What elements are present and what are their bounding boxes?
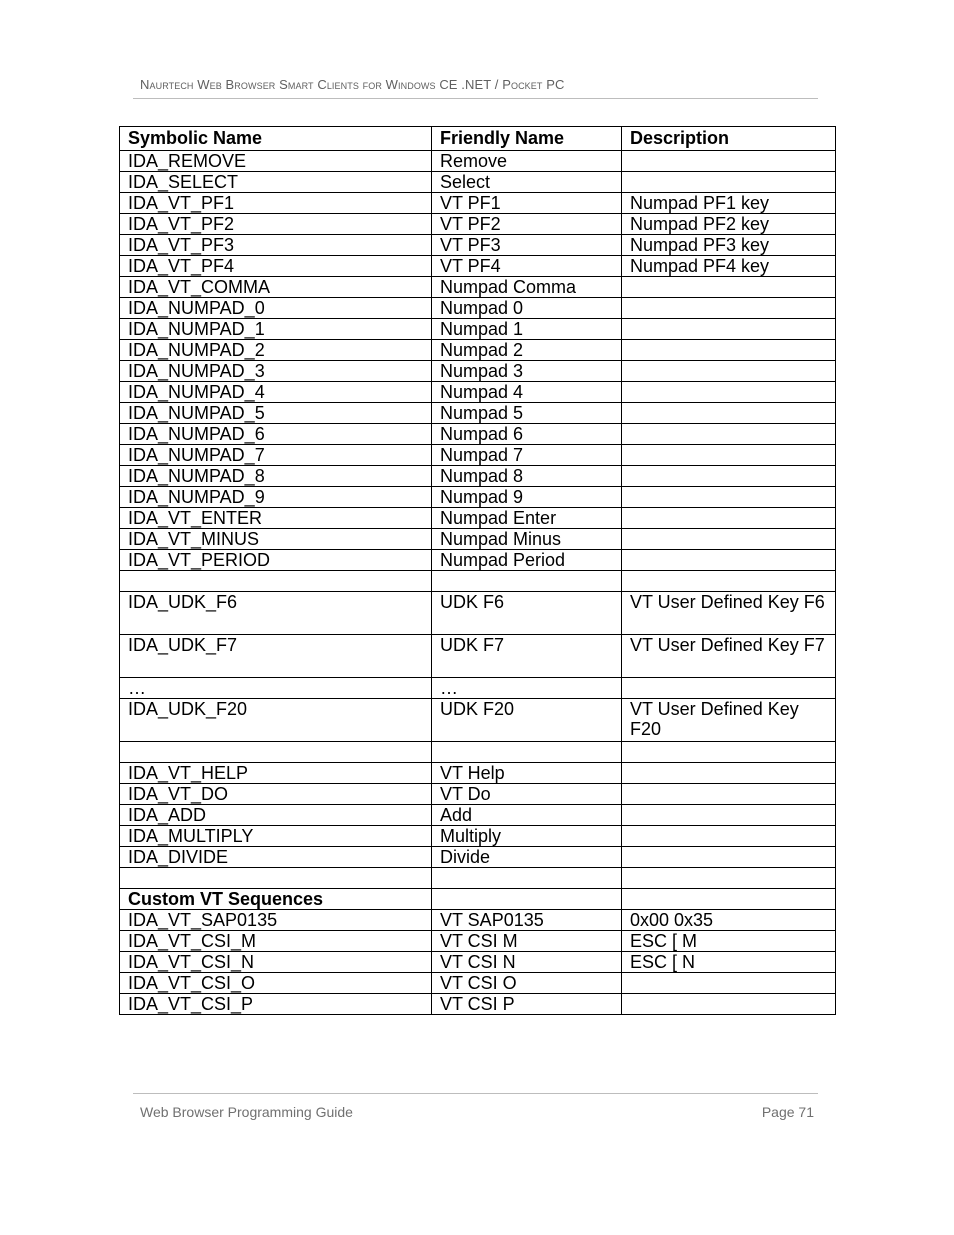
table-row [120,571,836,592]
table-row [120,847,836,868]
table-row [120,382,836,403]
friendly-name-cell [432,571,622,592]
friendly-name-cell: Remove [432,151,622,172]
description-cell: Numpad PF4 key [622,256,836,277]
description-cell [622,571,836,592]
symbolic-name-cell: IDA_UDK_F7 [120,635,432,678]
description-cell [622,151,836,172]
table-row [120,678,836,699]
table-row [120,592,836,635]
description-cell: Numpad PF3 key [622,235,836,256]
symbolic-name-cell: IDA_VT_PF3 [120,235,432,256]
description-cell [622,403,836,424]
table-header-row [120,127,836,151]
description-cell: Numpad PF1 key [622,193,836,214]
description-cell [622,361,836,382]
symbolic-name-cell: IDA_VT_PF1 [120,193,432,214]
description-cell: ESC [ N [622,952,836,973]
symbolic-name-cell: IDA_VT_CSI_N [120,952,432,973]
column-header-symbolic-name: Symbolic Name [120,127,432,151]
table-row [120,742,836,763]
symbolic-name-cell: IDA_VT_CSI_M [120,931,432,952]
friendly-name-cell: Numpad 4 [432,382,622,403]
table-row [120,826,836,847]
symbolic-name-cell: IDA_VT_MINUS [120,529,432,550]
friendly-name-cell: VT Help [432,763,622,784]
description-cell [622,277,836,298]
table-row [120,214,836,235]
symbolic-name-cell: IDA_VT_HELP [120,763,432,784]
symbolic-name-cell: IDA_VT_CSI_O [120,973,432,994]
description-cell [622,382,836,403]
friendly-name-cell: Numpad 9 [432,487,622,508]
table-row [120,445,836,466]
symbolic-name-cell: IDA_NUMPAD_7 [120,445,432,466]
table-row [120,763,836,784]
friendly-name-cell: VT CSI O [432,973,622,994]
description-cell [622,466,836,487]
friendly-name-cell: VT Do [432,784,622,805]
symbolic-name-cell: IDA_VT_DO [120,784,432,805]
description-cell: VT User Defined Key F20 [622,699,836,742]
friendly-name-cell: Divide [432,847,622,868]
friendly-name-cell: UDK F7 [432,635,622,678]
table-row [120,340,836,361]
table-row [120,994,836,1015]
symbolic-name-cell: IDA_NUMPAD_6 [120,424,432,445]
description-cell [622,508,836,529]
table-row [120,805,836,826]
friendly-name-cell: VT PF1 [432,193,622,214]
symbolic-name-cell: IDA_VT_PERIOD [120,550,432,571]
symbolic-name-cell: IDA_NUMPAD_4 [120,382,432,403]
table-row [120,151,836,172]
table-row [120,952,836,973]
symbolic-name-cell: IDA_VT_ENTER [120,508,432,529]
friendly-name-cell: Numpad Period [432,550,622,571]
symbolic-name-cell: Custom VT Sequences [120,889,432,910]
table-row [120,193,836,214]
friendly-name-cell: Numpad Enter [432,508,622,529]
table-row [120,487,836,508]
table-row [120,424,836,445]
friendly-name-cell: Numpad 0 [432,298,622,319]
description-cell [622,172,836,193]
symbolic-name-cell [120,868,432,889]
symbolic-name-cell: IDA_VT_SAP0135 [120,910,432,931]
description-cell [622,529,836,550]
description-cell: Numpad PF2 key [622,214,836,235]
page-number: Page 71 [761,1104,814,1120]
description-cell [622,487,836,508]
friendly-name-cell: Select [432,172,622,193]
description-cell [622,805,836,826]
table-row [120,529,836,550]
symbolic-name-cell: IDA_REMOVE [120,151,432,172]
friendly-name-cell: Numpad 5 [432,403,622,424]
description-cell: ESC [ M [622,931,836,952]
symbolic-name-cell: IDA_ADD [120,805,432,826]
description-cell [622,319,836,340]
friendly-name-cell: Numpad Comma [432,277,622,298]
description-cell [622,889,836,910]
friendly-name-cell: Multiply [432,826,622,847]
table-row [120,403,836,424]
description-cell: VT User Defined Key F6 [622,592,836,635]
symbolic-name-cell: IDA_VT_CSI_P [120,994,432,1015]
friendly-name-cell: Add [432,805,622,826]
symbolic-name-cell: IDA_NUMPAD_2 [120,340,432,361]
symbolic-name-cell: IDA_NUMPAD_5 [120,403,432,424]
table-row [120,699,836,742]
symbolic-name-cell: IDA_UDK_F20 [120,699,432,742]
key-mapping-table [119,126,836,1015]
footer-divider [133,1093,818,1094]
description-cell: 0x00 0x35 [622,910,836,931]
description-cell [622,784,836,805]
friendly-name-cell: Numpad 2 [432,340,622,361]
table-row [120,361,836,382]
description-cell [622,994,836,1015]
symbolic-name-cell: IDA_NUMPAD_0 [120,298,432,319]
symbolic-name-cell: IDA_SELECT [120,172,432,193]
description-cell [622,340,836,361]
description-cell [622,826,836,847]
friendly-name-cell: VT CSI M [432,931,622,952]
friendly-name-cell: Numpad 1 [432,319,622,340]
table-row [120,256,836,277]
friendly-name-cell: … [432,678,622,699]
description-cell [622,742,836,763]
table-row [120,931,836,952]
table-row [120,235,836,256]
symbolic-name-cell: IDA_VT_PF4 [120,256,432,277]
friendly-name-cell: VT CSI N [432,952,622,973]
friendly-name-cell [432,868,622,889]
symbolic-name-cell: IDA_MULTIPLY [120,826,432,847]
symbolic-name-cell: IDA_DIVIDE [120,847,432,868]
table-row [120,889,836,910]
symbolic-name-cell [120,571,432,592]
friendly-name-cell: VT SAP0135 [432,910,622,931]
description-cell [622,763,836,784]
description-cell [622,424,836,445]
symbolic-name-cell: … [120,678,432,699]
description-cell [622,678,836,699]
table-row [120,973,836,994]
table-row [120,635,836,678]
column-header-description: Description [622,127,836,151]
friendly-name-cell: Numpad Minus [432,529,622,550]
friendly-name-cell: Numpad 8 [432,466,622,487]
description-cell [622,445,836,466]
friendly-name-cell: UDK F6 [432,592,622,635]
description-cell [622,847,836,868]
symbolic-name-cell: IDA_VT_PF2 [120,214,432,235]
page-header: Naurtech Web Browser Smart Clients for Windows CE .NET / Pocket PC [140,77,565,92]
header-divider [133,98,818,99]
table-row [120,508,836,529]
friendly-name-cell: Numpad 7 [432,445,622,466]
table-row [120,910,836,931]
friendly-name-cell [432,889,622,910]
symbolic-name-cell [120,742,432,763]
description-cell [622,868,836,889]
symbolic-name-cell: IDA_UDK_F6 [120,592,432,635]
description-cell [622,973,836,994]
table-row [120,868,836,889]
friendly-name-cell: VT PF2 [432,214,622,235]
table-row [120,550,836,571]
friendly-name-cell: UDK F20 [432,699,622,742]
table-row [120,466,836,487]
friendly-name-cell: VT PF3 [432,235,622,256]
description-cell [622,550,836,571]
description-cell [622,298,836,319]
symbolic-name-cell: IDA_VT_COMMA [120,277,432,298]
table-row [120,298,836,319]
friendly-name-cell: VT CSI P [432,994,622,1015]
table-row [120,319,836,340]
symbolic-name-cell: IDA_NUMPAD_3 [120,361,432,382]
friendly-name-cell [432,742,622,763]
description-cell: VT User Defined Key F7 [622,635,836,678]
friendly-name-cell: VT PF4 [432,256,622,277]
symbolic-name-cell: IDA_NUMPAD_9 [120,487,432,508]
table-row [120,784,836,805]
footer-guide-title: Web Browser Programming Guide [140,1104,353,1120]
symbolic-name-cell: IDA_NUMPAD_8 [120,466,432,487]
friendly-name-cell: Numpad 3 [432,361,622,382]
table-row [120,277,836,298]
table-row [120,172,836,193]
symbolic-name-cell: IDA_NUMPAD_1 [120,319,432,340]
column-header-friendly-name: Friendly Name [432,127,622,151]
friendly-name-cell: Numpad 6 [432,424,622,445]
